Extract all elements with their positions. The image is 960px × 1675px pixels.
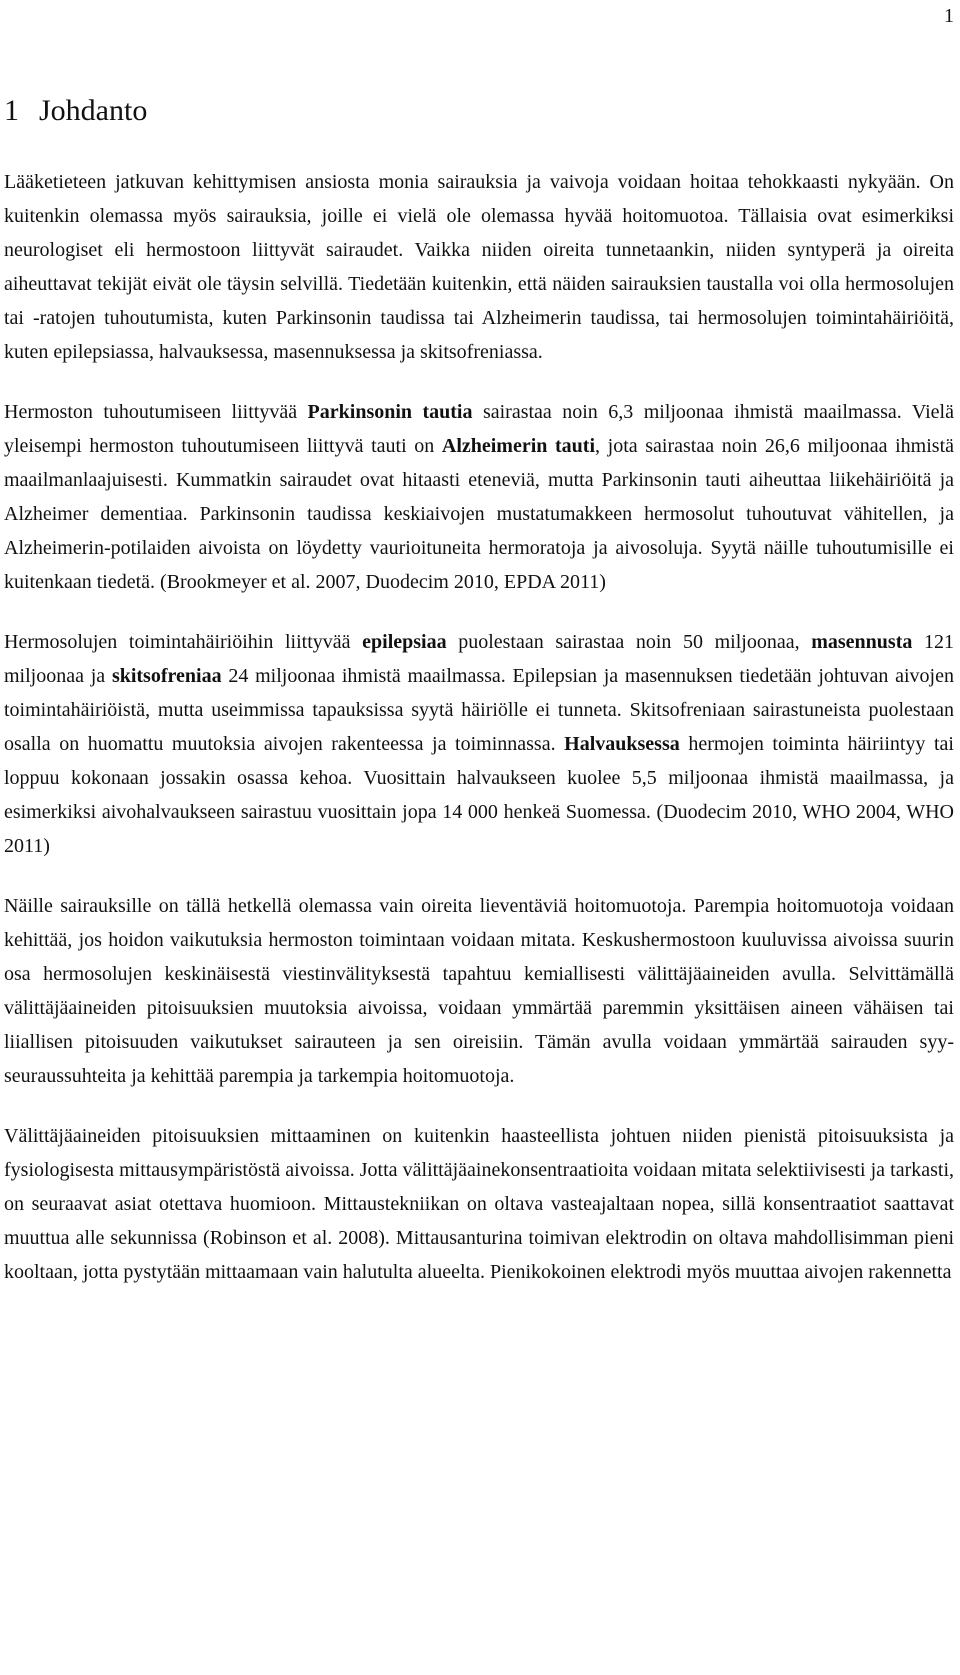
page-number: 1 [944,5,954,27]
text-run: Hermosolujen toimintahäiriöihin liittyvää [4,631,363,653]
text-run: 121 miljoonaa ja [4,631,954,687]
bold-term: epilepsiaa [362,631,447,653]
text-run: sairastaa noin 6,3 miljoonaa ihmistä maailmassa. Vielä yleisempi hermoston tuhoutumiseen liittyvä tauti on [4,401,954,457]
paragraph [4,1119,954,1289]
text-run: Näille sairauksille on tällä hetkellä olemassa vain oireita lieventäviä hoitomuotoja. Parempia hoitomuotoja voidaan kehittää, jos hoidon vaikutuksia hermoston toimintaan voidaan mitata. Keskushermostoon kuuluvissa aivoissa suurin osa hermosolujen keskinäisestä viestinvälityksestä tapahtuu kemiallisesti välittäjäaineiden avulla. Selvittämällä välittäjäaineiden pitoisuuksien muutoksia aivoissa, voidaan ymmärtää paremmin yksittäisen aineen vähäisen tai liiallisen pitoisuuden vaikutukset sairauteen ja sen oireisiin. Tämän avulla voidaan ymmärtää sairauden syy-seuraussuhteita ja kehittää parempia ja tarkempia hoitomuotoja. [4,895,954,1087]
paragraph [4,625,954,863]
chapter-number: 1 [4,94,19,127]
bold-term: masennusta [811,631,913,653]
body-text [4,165,954,1315]
bold-term: skitsofreniaa [111,665,222,687]
text-run: puolestaan sairastaa noin 50 miljoonaa, [446,631,812,653]
bold-term: Alzheimerin tauti [441,435,596,457]
text-run: 24 miljoonaa ihmistä maailmassa. Epilepsian ja masennuksen tiedetään johtuvan aivojen toimintahäiriöistä, mutta useimmissa tapauksissa syytä häiriölle ei tunneta. Skitsofreniaan sairastuneista puolestaan osalla on huomattu muutoksia aivojen rakenteessa ja toiminnassa. [4,665,954,755]
paragraph [4,165,954,369]
text-run: Lääketieteen jatkuvan kehittymisen ansiosta monia sairauksia ja vaivoja voidaan hoitaa tehokkaasti nykyään. On kuitenkin olemassa myös sairauksia, joille ei vielä ole olemassa hyvää hoitomuotoa. Tällaisia ovat esimerkiksi neurologiset eli hermostoon liittyvät sairaudet. Vaikka niiden oireita tunnetaankin, niiden syntyperä ja oireita aiheuttavat tekijät eivät ole täysin selvillä. Tiedetään kuitenkin, että näiden sairauksien taustalla voi olla hermosolujen tai -ratojen tuhoutumista, kuten Parkinsonin taudissa tai Alzheimerin taudissa, tai hermosolujen toimintahäiriöitä, kuten epilepsiassa, halvauksessa, masennuksessa ja skitsofreniassa. [4,171,954,363]
paragraph [4,889,954,1093]
bold-term: Parkinsonin tautia [307,401,473,423]
chapter-heading [4,92,147,130]
text-run: Välittäjäaineiden pitoisuuksien mittaaminen on kuitenkin haasteellista johtuen niiden pienistä pitoisuuksista ja fysiologisesta mittausympäristöstä aivoissa. Jotta välittäjäainekonsentraatioita voidaan mitata selektiivisesti ja tarkasti, on seuraavat asiat otettava huomioon. Mittaustekniikan on oltava vasteajaltaan nopea, sillä konsentraatiot saattavat muuttua alle sekunnissa (Robinson et al. 2008). Mittausanturina toimivan elektrodin on oltava mahdollisimman pieni kooltaan, jotta pystytään mittaamaan vain halutulta alueelta. Pienikokoinen elektrodi myös muuttaa aivojen rakennetta [4,1125,954,1283]
chapter-title: Johdanto [39,94,148,127]
bold-term: Halvauksessa [564,733,680,755]
text-run: hermojen toiminta häiriintyy tai loppuu kokonaan jossakin osassa kehoa. Vuosittain halvaukseen kuolee 5,5 miljoonaa ihmistä maailmassa, ja esimerkiksi aivohalvaukseen sairastuu vuosittain jopa 14 000 henkeä Suomessa. (Duodecim 2010, WHO 2004, WHO 2011) [4,733,954,857]
text-run: , jota sairastaa noin 26,6 miljoonaa ihmistä maailmanlaajuisesti. Kummatkin sairaudet ovat hitaasti eteneviä, mutta Parkinsonin tauti aiheuttaa liikehäiriöitä ja Alzheimer dementiaa. Parkinsonin taudissa keskiaivojen mustatumakkeen hermosolut tuhoutuvat vähitellen, ja Alzheimerin-potilaiden aivoista on löydetty vaurioituneita hermoratoja ja aivosoluja. Syytä näille tuhoutumisille ei kuitenkaan tiedetä. (Brookmeyer et al. 2007, Duodecim 2010, EPDA 2011) [4,435,954,593]
text-run: Hermoston tuhoutumiseen liittyvää [4,401,308,423]
paragraph [4,395,954,599]
